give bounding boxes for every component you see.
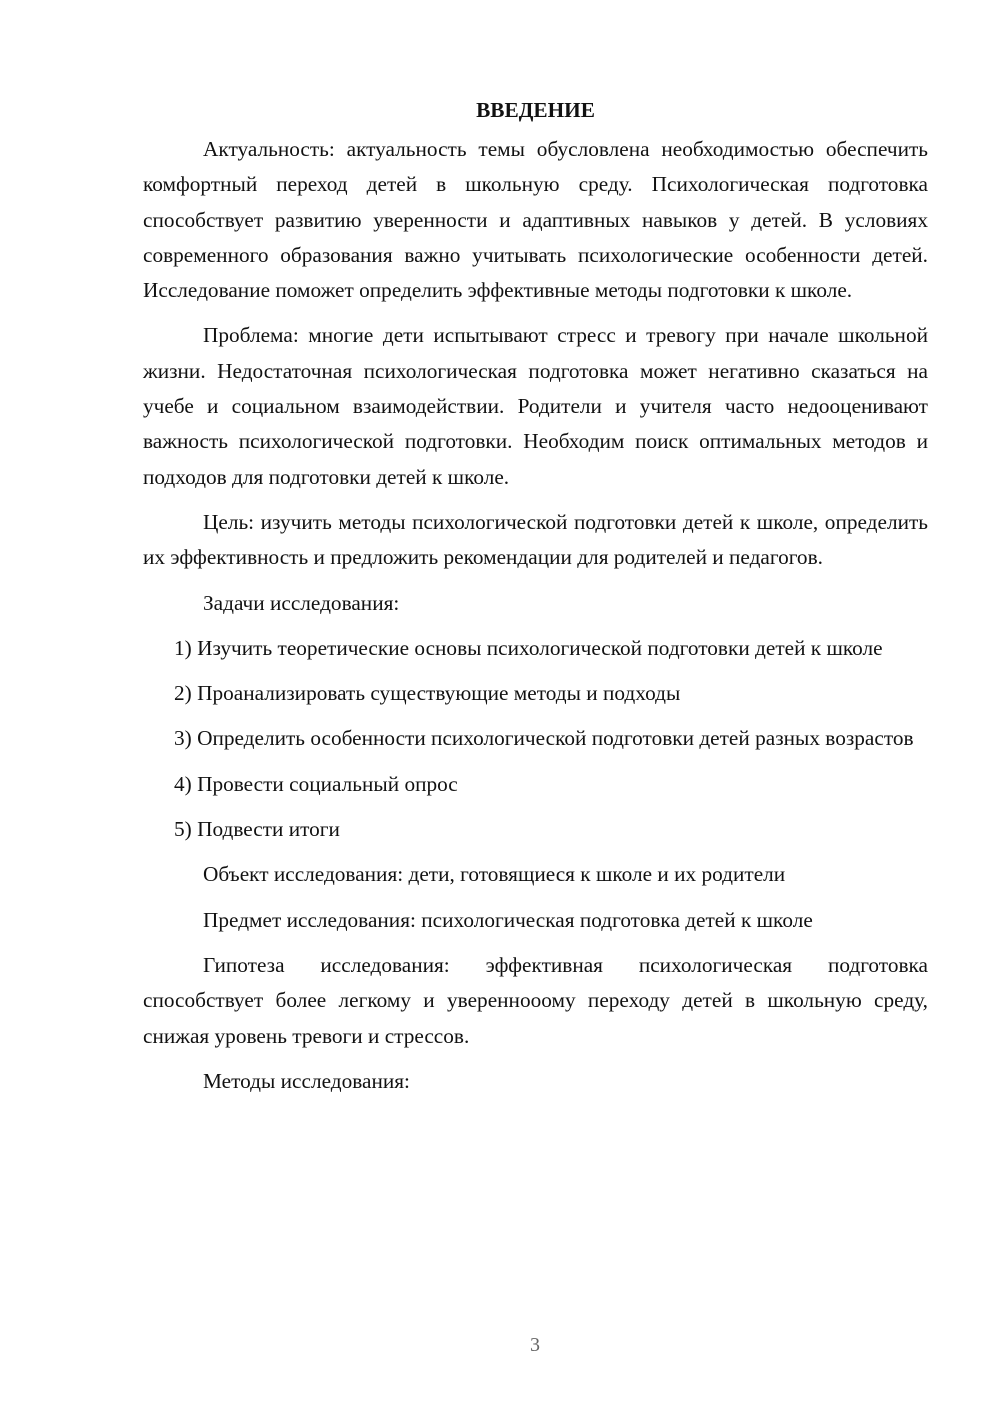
- goal-paragraph: Цель: изучить методы психологической подготовки детей к школе, определить их эффективность и предложить рекомендации для родителей и педагогов.: [143, 509, 928, 570]
- task-item-3: 3) Определить особенности психологической подготовки детей разных возрастов: [174, 726, 914, 751]
- hypothesis-paragraph: Гипотеза исследования: эффективная психологическая подготовка способствует более легкому и увереннооому переходу детей в школьную среду, снижая уровень тревоги и стрессов.: [143, 952, 928, 1048]
- tasks-heading: Задачи исследования:: [203, 590, 400, 615]
- task-item-1: 1) Изучить теоретические основы психологической подготовки детей к школе: [174, 635, 883, 660]
- subject-paragraph: Предмет исследования: психологическая подготовка детей к школе: [203, 907, 813, 932]
- page-title: ВВЕДЕНИЕ: [476, 98, 595, 122]
- object-paragraph: Объект исследования: дети, готовящиеся к школе и их родители: [203, 862, 786, 887]
- methods-heading: Методы исследования:: [203, 1068, 410, 1093]
- task-item-4: 4) Провести социальный опрос: [174, 771, 458, 796]
- problem-paragraph: Проблема: многие дети испытывают стресс и тревогу при начале школьной жизни. Недостаточная психологическая подготовка может негативно сказаться на учебе и социальном взаимодействии. Родители и учителя часто недооценивают важность психологической подготовки. Необходим поиск оптимальных методов и подходов для подготовки детей к школе.: [143, 323, 928, 489]
- page-number: 3: [530, 1334, 540, 1356]
- task-item-5: 5) Подвести итоги: [174, 817, 340, 842]
- task-item-2: 2) Проанализировать существующие методы и подходы: [174, 681, 681, 706]
- page-content: [143, 92, 928, 1109]
- relevance-paragraph: Актуальность: актуальность темы обусловлена необходимостью обеспечить комфортный переход детей в школьную среду. Психологическая подготовка способствует развитию уверенности и адаптивных навыков у детей. В условиях современного образования важно учитывать психологические особенности детей. Исследование поможет определить эффективные методы подготовки к школе.: [143, 137, 928, 303]
